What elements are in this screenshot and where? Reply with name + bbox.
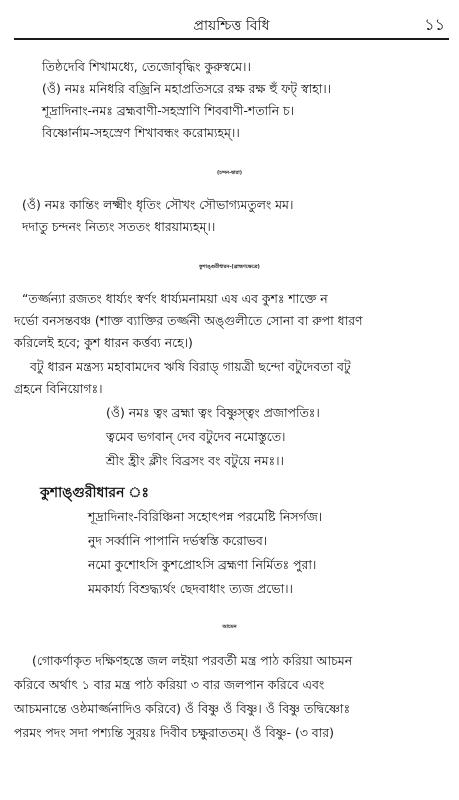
paragraph-line: আচমনান্তে ওষ্ঠমার্জ্জনাদিও করিবে) ওঁ বিষ্ণু ওঁ বিষ্ণু। ওঁ বিষ্ণু তদ্বিষ্ণোঃ <box>14 701 351 716</box>
verse-line: (ওঁ) নমঃ মনিধরি বজ্রিনি মহাপ্রতিসরে রক্ষ রক্ষ হুঁ ফট্ স্বাহা।। <box>42 81 332 96</box>
page-header <box>14 8 449 40</box>
verse-line: শূদ্রাদিনাং-বিরিঞ্চিনা সহোৎপন্ন পরমেষ্টি নিসর্গজ। <box>88 509 323 524</box>
paragraph-line: বটু ধারন মন্ত্রস্য মহাবামদেব ঋষি বিরাড্ গায়ত্রী ছন্দো বটুদেবতা বটু <box>30 359 351 374</box>
verse-line: দদাতু চন্দনং নিত্যং সততং ধারয়াম্যহম্।। <box>22 219 216 234</box>
paragraph-line: “তর্জ্জন্যা রজতং ধার্য্যং স্বর্ণং ধার্য্যমনাময়া এষ এব কুশঃ শাক্তে ন <box>22 291 328 306</box>
section-heading-kusha: কুশাঙ্গুরীধারন-(ব্রাহ্মণক্ষেত্রে) <box>199 264 260 270</box>
verse-line: নুদ সর্ব্বানি পাপানি দর্ভস্বস্তি করোভব। <box>88 533 268 548</box>
mantra-line: (ওঁ) নমঃ ত্বং ব্রহ্মা ত্বং বিষ্ণুস্ত্বং প্রজাপতিঃ। <box>106 405 320 420</box>
paragraph-line: করিলেই হবে; কুশ ধারন কর্ত্তব্য নহে।) <box>14 335 193 350</box>
verse-line: শূদ্রাদিনাং-নমঃ ব্রহ্মবাণী-সহস্রাণি শিববাণী-শতানি চ। <box>42 103 295 118</box>
page-number: ১১ <box>424 15 445 34</box>
paragraph-line: গ্রহনে বিনিয়োগঃ। <box>14 381 103 396</box>
subheading-kusha: কুশাঙ্গুরীধারন ঃ <box>40 485 149 501</box>
paragraph-line: পরমং পদং সদা পশ্যন্তি সুরয়ঃ দিবীব চক্ষুরাততম্। ওঁ বিষ্ণু- (৩ বার) <box>14 725 334 740</box>
mantra-line: ত্বমেব ভগবান্ দেব বটুদেব নমোস্তুতে। <box>106 429 286 444</box>
paragraph-line: (গোকর্ণাকৃত দক্ষিণহস্তে জল লইয়া পরবর্তী মন্ত্র পাঠ করিয়া আচমন <box>32 653 353 668</box>
section-heading-achaman: আচমন <box>222 624 237 630</box>
paragraph-line: করিবে অর্থাৎ ১ বার মন্ত্র পাঠ করিয়া ৩ বার জলপান করিবে এবং <box>14 677 325 692</box>
verse-line: নমো কুশোঽসি কুশপ্রোঽসি ব্রহ্মণা নির্মিতঃ পুরা। <box>88 557 317 572</box>
running-title: প্রায়শ্চিত্ত বিধি <box>193 18 270 34</box>
mantra-line: শ্রীং হ্রীং ক্লীং বিব্রসং বং বটুয়ে নমঃ।। <box>106 453 284 468</box>
section-heading-chandan: (চন্দন-দ্বারা) <box>217 170 242 176</box>
verse-line: (ওঁ) নমঃ কান্তিং লক্ষ্মীং ধৃতিং সৌখং সৌভাগ্যমতুলং মম। <box>22 197 294 212</box>
verse-line: বিষ্ণোর্নাম-সহস্রেণ শিখাবন্ধং করোম্যহম্।। <box>42 125 240 140</box>
paragraph-line: দর্ভো বনসন্তবঞ্চ (শাক্ত ব্যাক্তির তর্জ্জনী অঙ্গুলীতে সোনা বা রুপা ধারণ <box>14 313 363 328</box>
verse-line: তিষ্ঠদেবি শিখামধ্যে, তেজোবৃদ্ধিং কুরুস্বমে।। <box>42 59 251 74</box>
verse-line: মমকার্য্য বিশুদ্ধ্যর্থং ছেদবাধাং ত্যজ প্রভো।। <box>88 581 293 596</box>
